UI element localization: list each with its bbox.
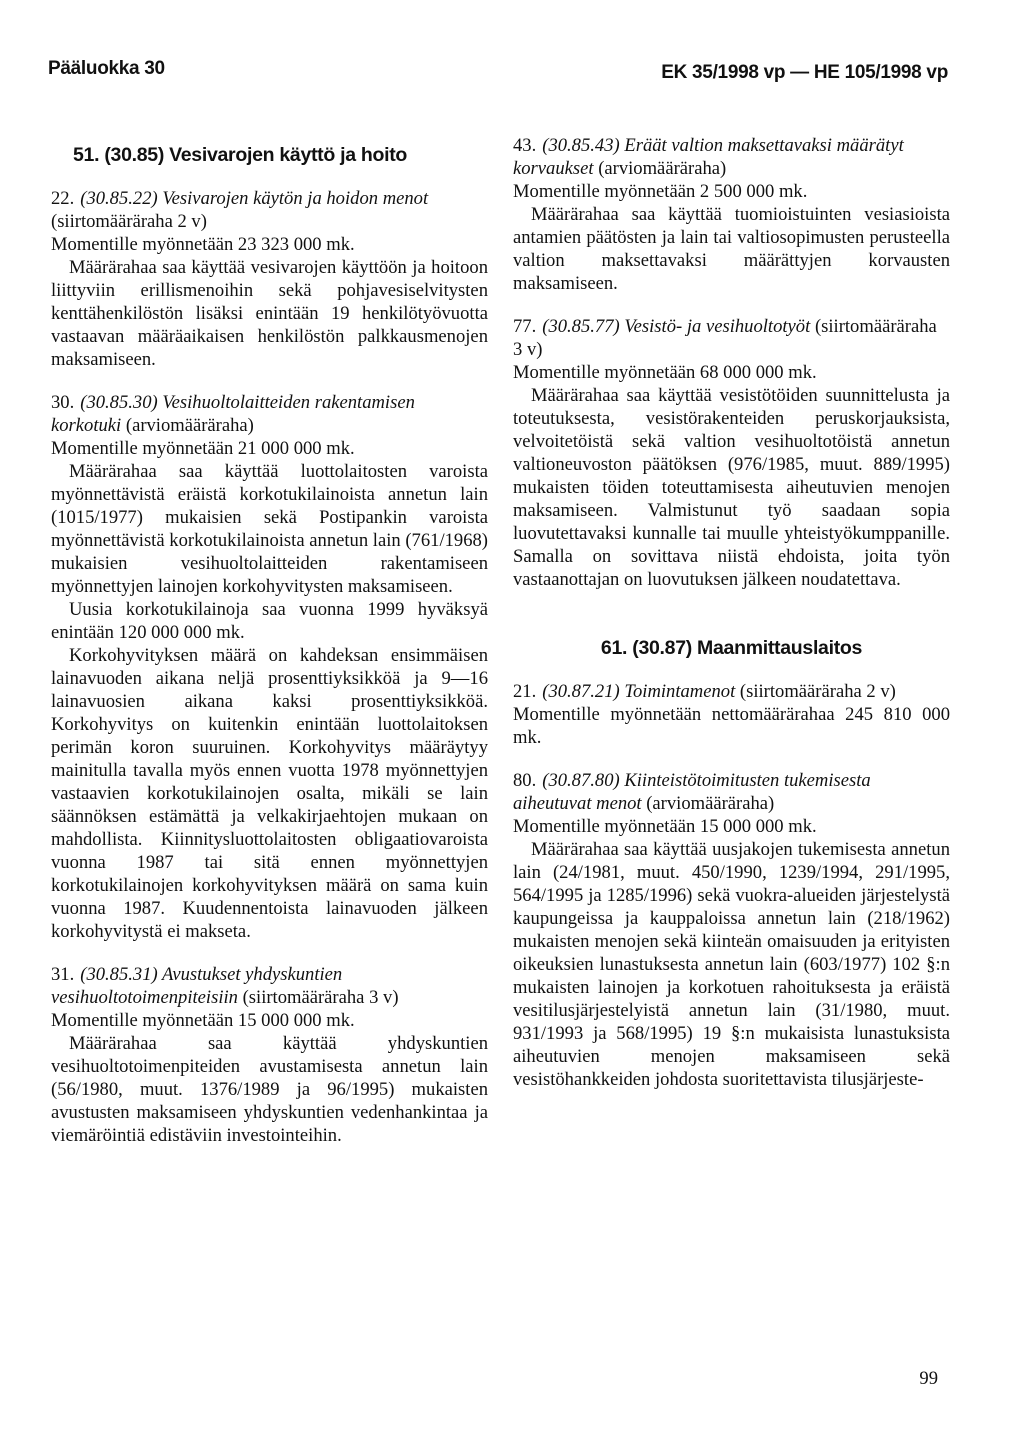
item-title (513, 680, 950, 703)
paragraph: Momentille myönnetään 2 500 000 mk. (513, 181, 808, 202)
budget-item (51, 963, 488, 1147)
paragraph: Momentille myönnetään 23 323 000 mk. (51, 234, 355, 255)
budget-item (513, 769, 950, 1091)
item-code-title: (30.85.22) Vesivarojen käytön ja hoidon menot (80, 188, 429, 209)
paragraph: Määrärahaa saa käyttää luottolaitosten varoista myönnettävistä eräistä korkotukilainoista annetun lain (1015/1977) mukaisien sekä Postipankin varoista myönnettävistä korkotukilainoista annetun lain (761/1968) mukaisien vesihuoltolaitteiden rakentamiseen myönnettyjen lainojen korkohyvitysten maksamiseen. (51, 461, 488, 597)
item-number: 43. (513, 135, 537, 156)
section-heading: 51. (30.85) Vesivarojen käyttö ja hoito (73, 144, 408, 166)
item-type: (arviomääräraha) (646, 793, 775, 814)
item-title (513, 134, 950, 180)
paragraph: Momentille myönnetään 15 000 000 mk. (51, 1010, 355, 1031)
item-type: (siirtomääräraha 2 v) (51, 211, 207, 232)
item-title (51, 187, 488, 233)
item-number: 22. (51, 188, 75, 209)
item-type: (siirtomääräraha 3 v) (242, 987, 399, 1008)
item-type: (arviomääräraha) (598, 158, 727, 179)
item-type: (siirtomääräraha 3 v) (513, 316, 937, 360)
budget-item (513, 680, 950, 749)
section-heading: 61. (30.87) Maanmittauslaitos (600, 637, 863, 659)
running-header-left: Pääluokka 30 (48, 58, 165, 79)
item-code-title: (30.85.30) Vesihuoltolaitteiden rakentamisen korkotuki (51, 392, 415, 436)
item-number: 30. (51, 392, 75, 413)
item-number: 77. (513, 316, 537, 337)
item-code-title: (30.85.77) Vesistö- ja vesihuoltotyöt (542, 316, 811, 337)
running-header-right: EK 35/1998 vp — HE 105/1998 vp (661, 62, 948, 83)
paragraph: Momentille myönnetään 21 000 000 mk. (51, 438, 355, 459)
item-code-title: (30.85.43) Eräät valtion maksettavaksi määrätyt korvaukset (513, 135, 904, 179)
item-code-title: (30.87.80) Kiinteistötoimitusten tukemisesta aiheutuvat menot (513, 770, 871, 814)
item-number: 31. (51, 964, 75, 985)
paragraph: Momentille myönnetään 15 000 000 mk. (513, 816, 817, 837)
item-number: 21. (513, 681, 537, 702)
paragraph: Määrärahaa saa käyttää vesivarojen käyttöön ja hoitoon liittyviin erillismenoihin sekä pohjavesiselvitysten kenttähenkilöstön lisäksi enintään 19 henkilötyövuotta vastaavan määräaikaisen henkilöstön palkkausmenojen maksamiseen. (51, 257, 488, 370)
item-title (513, 769, 950, 815)
item-title (513, 315, 950, 361)
paragraph: Korkohyvityksen määrä on kahdeksan ensimmäisen lainavuoden aikana neljä prosenttiyksikköä ja 9—16 lainavuosien aikana kaksi prosenttiyksikköä. Korkohyvitys on kuitenkin enintään luottolaitoksen perimän koron suuruinen. Korkohyvitys määräytyy mainitulla tavalla myös ennen vuotta 1978 myönnettyjen vastaavien korkotukilainojen osalta, mikäli se lain säännöksen estämättä ja velkakirjaehtojen mukaan on mahdollista. Kiinnitysluottolaitosten obligaatiovaroista vuonna 1987 tai sitä ennen myönnettyjen korkotukilainojen korkohyvityksen määrä on sama kuin vuonna 1987. Kuudennentoista lainavuoden jälkeen korkohyvitystä ei makseta. (51, 645, 488, 942)
budget-item (51, 391, 488, 943)
page-number: 99 (919, 1368, 938, 1389)
paragraph: Määrärahaa saa käyttää yhdyskuntien vesihuoltotoimenpiteiden avustamisesta annetun lain (56/1980, muut. 1376/1989 ja 96/1995) mukaisten avustusten maksamiseen yhdyskuntien vedenhankintaa ja viemäröintiä edistäviin investointeihin. (51, 1033, 488, 1146)
item-title (51, 391, 488, 437)
paragraph: Määrärahaa saa käyttää vesistötöiden suunnittelusta ja toteutuksesta, vesistörakenteiden peruskorjauksista, velvoitetöistä sekä valtion vesihuoltotöistä annetun valtioneuvoston päätöksen (976/1985, muut. 889/1995) mukaisten töiden toteuttamisesta aiheutuvien menojen maksamiseen. Valmistunut työ saadaan sopia luovutettavaksi kunnalle tai muulle yhteistyökumppanille. Samalla on sovittava niistä ehdoista, joita työn vastaanottajan on luovutuksen jälkeen noudatettava. (513, 385, 950, 590)
item-code-title: (30.85.31) Avustukset yhdyskuntien vesihuoltotoimenpiteisiin (51, 964, 343, 1008)
budget-item (513, 134, 950, 295)
paragraph: Uusia korkotukilainoja saa vuonna 1999 hyväksyä enintään 120 000 000 mk. (51, 599, 488, 643)
right-column (513, 134, 950, 1091)
left-column (51, 134, 488, 1147)
paragraph: Momentille myönnetään 68 000 000 mk. (513, 362, 817, 383)
paragraph: Määrärahaa saa käyttää tuomioistuinten vesiasioista antamien päätösten ja lain tai valtiosopimusten perusteella valtion maksettavaksi määrättyjen korvausten maksamiseen. (513, 204, 950, 294)
item-code-title: (30.87.21) Toimintamenot (542, 681, 736, 702)
item-number: 80. (513, 770, 537, 791)
paragraph: Määrärahaa saa käyttää uusjakojen tukemisesta annetun lain (24/1981, muut. 450/1990, 1239/1994, 291/1995, 564/1995 ja 1285/1996) sekä vuokra-alueiden järjestelystä kaupungeissa ja kauppaloissa annetun lain (218/1962) mukaisten menojen sekä kiinteän omaisuuden ja erityisten oikeuksien lunastuksesta annetun lain (603/1977) 102 §:n mukaisten lainojen ja korkotuen rahoituksesta ja eräistä vesitilusjärjestelyistä annetun lain (31/1980, muut. 931/1993 ja 568/1995) 19 §:n mukaisista lunastuksista aiheutuvien menojen maksamiseen sekä vesistöhankkeiden johdosta suoritettavista tilusjärjeste- (513, 839, 950, 1090)
item-type: (siirtomääräraha 2 v) (739, 681, 896, 702)
budget-item (513, 315, 950, 591)
budget-item (51, 187, 488, 371)
item-type: (arviomääräraha) (125, 415, 254, 436)
item-title (51, 963, 488, 1009)
paragraph: Momentille myönnetään nettomäärärahaa 245 810 000 mk. (513, 704, 950, 748)
